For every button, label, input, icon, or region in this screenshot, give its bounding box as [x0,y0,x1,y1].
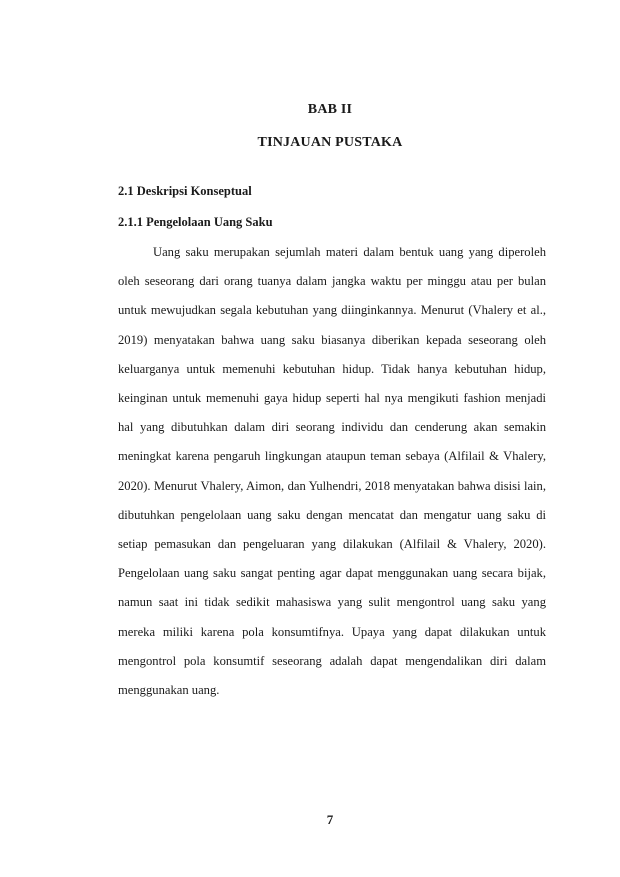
body-paragraph: Uang saku merupakan sejumlah materi dalam bentuk uang yang diperoleh oleh seseorang dari orang tuanya dalam jangka waktu per minggu atau per bulan untuk mewujudkan segala kebutuhan yang diinginkannya. Menurut (Vhalery et al., 2019) menyatakan bahwa uang saku biasanya diberikan kepada seseorang oleh keluarganya untuk memenuhi kebutuhan hidup. Tidak hanya kebutuhan hidup, keinginan untuk memenuhi gaya hidup seperti hal nya mengikuti fashion menjadi hal yang dibutuhkan dalam diri seorang individu dan cenderung akan semakin meningkat karena pengaruh lingkungan ataupun teman sebaya (Alfilail & Vhalery, 2020). Menurut Vhalery, Aimon, dan Yulhendri, 2018 menyatakan bahwa disisi lain, dibutuhkan pengelolaan uang saku dengan mencatat dan mengatur uang saku di setiap pemasukan dan pengeluaran yang dilakukan (Alfilail & Vhalery, 2020). Pengelolaan uang saku sangat penting agar dapat menggunakan uang secara bijak, namun saat ini tidak sedikit mahasiswa yang sulit mengontrol uang saku yang mereka miliki karena pola konsumtifnya. Upaya yang dapat dilakukan untuk mengontrol pola konsumtif seseorang adalah dapat mengendalikan diri dalam menggunakan uang. [118,245,546,698]
subsection-heading: 2.1.1 Pengelolaan Uang Saku [118,215,273,229]
page-number: 7 [326,812,334,827]
chapter-number: BAB II [307,102,353,117]
chapter-title: TINJAUAN PUSTAKA [257,135,403,150]
section-heading: 2.1 Deskripsi Konseptual [118,184,252,198]
